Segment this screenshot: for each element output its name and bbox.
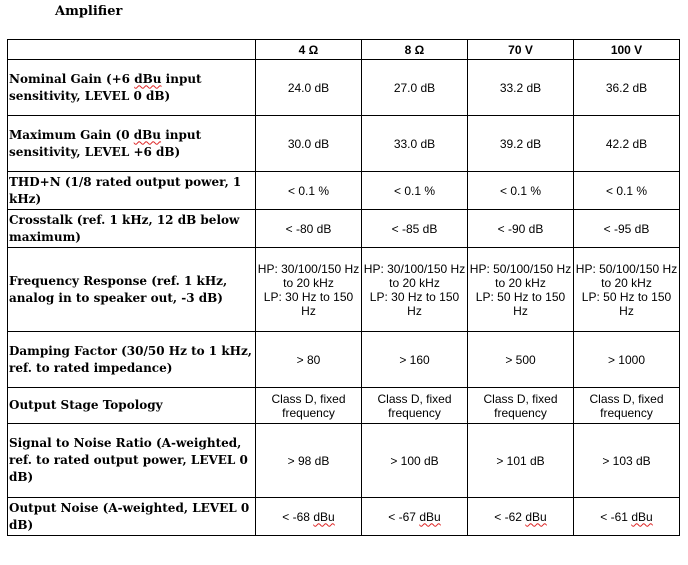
- table-row: [8, 172, 680, 210]
- value-cell: < -62 dBu: [468, 498, 574, 536]
- spellcheck-flagged-word: dBu: [313, 509, 335, 524]
- spellcheck-flagged-word: dBu: [133, 127, 162, 142]
- value-cell: < -61 dBu: [574, 498, 680, 536]
- row-label: THD+N (1/8 rated output power, 1 kHz): [8, 172, 256, 210]
- row-label: Nominal Gain (+6 dBu input sensitivity, LEVEL 0 dB): [8, 60, 256, 116]
- value-cell: 27.0 dB: [362, 60, 468, 116]
- table-row: [8, 210, 680, 248]
- value-cell: 24.0 dB: [256, 60, 362, 116]
- value-cell: 42.2 dB: [574, 116, 680, 172]
- value-cell: > 160: [362, 332, 468, 388]
- value-cell: Class D, fixed frequency: [468, 388, 574, 424]
- value-cell: > 1000: [574, 332, 680, 388]
- table-row: [8, 248, 680, 332]
- value-cell: < -85 dB: [362, 210, 468, 248]
- table-row: [8, 332, 680, 388]
- value-cell: > 103 dB: [574, 424, 680, 498]
- row-label: Frequency Response (ref. 1 kHz, analog in to speaker out, -3 dB): [8, 248, 256, 332]
- value-cell: 30.0 dB: [256, 116, 362, 172]
- value-cell: > 101 dB: [468, 424, 574, 498]
- value-cell: > 500: [468, 332, 574, 388]
- value-cell: > 80: [256, 332, 362, 388]
- table-row: [8, 388, 680, 424]
- value-cell: HP: 30/100/150 Hz to 20 kHz LP: 30 Hz to 150 Hz: [256, 248, 362, 332]
- row-label: Output Noise (A-weighted, LEVEL 0 dB): [8, 498, 256, 536]
- spellcheck-flagged-word: dBu: [419, 509, 441, 524]
- table-row: [8, 424, 680, 498]
- value-cell: 39.2 dB: [468, 116, 574, 172]
- value-cell: Class D, fixed frequency: [362, 388, 468, 424]
- value-cell: 36.2 dB: [574, 60, 680, 116]
- value-cell: < -67 dBu: [362, 498, 468, 536]
- value-cell: HP: 50/100/150 Hz to 20 kHz LP: 50 Hz to 150 Hz: [468, 248, 574, 332]
- row-label: Maximum Gain (0 dBu input sensitivity, LEVEL +6 dB): [8, 116, 256, 172]
- value-cell: Class D, fixed frequency: [256, 388, 362, 424]
- value-cell: 33.2 dB: [468, 60, 574, 116]
- table-row: [8, 116, 680, 172]
- value-cell: > 98 dB: [256, 424, 362, 498]
- header-cell-empty: [8, 40, 256, 60]
- amplifier-spec-table: [7, 39, 680, 536]
- header-row: [8, 40, 680, 60]
- value-cell: > 100 dB: [362, 424, 468, 498]
- value-cell: < 0.1 %: [574, 172, 680, 210]
- row-label: Signal to Noise Ratio (A-weighted, ref. to rated output power, LEVEL 0 dB): [8, 424, 256, 498]
- value-cell: 33.0 dB: [362, 116, 468, 172]
- header-cell-4-ohm: 4 Ω: [256, 40, 362, 60]
- value-cell: < 0.1 %: [256, 172, 362, 210]
- table-row: [8, 60, 680, 116]
- value-cell: < -90 dB: [468, 210, 574, 248]
- spellcheck-flagged-word: dBu: [525, 509, 547, 524]
- table-row: [8, 498, 680, 536]
- value-cell: < 0.1 %: [468, 172, 574, 210]
- row-label: Damping Factor (30/50 Hz to 1 kHz, ref. to rated impedance): [8, 332, 256, 388]
- spellcheck-flagged-word: dBu: [631, 509, 653, 524]
- value-cell: HP: 50/100/150 Hz to 20 kHz LP: 50 Hz to 150 Hz: [574, 248, 680, 332]
- spellcheck-flagged-word: dBu: [134, 71, 162, 86]
- header-cell-8-ohm: 8 Ω: [362, 40, 468, 60]
- row-label: Output Stage Topology: [8, 388, 256, 424]
- row-label: Crosstalk (ref. 1 kHz, 12 dB below maximum): [8, 210, 256, 248]
- value-cell: < -80 dB: [256, 210, 362, 248]
- value-cell: Class D, fixed frequency: [574, 388, 680, 424]
- value-cell: < -68 dBu: [256, 498, 362, 536]
- value-cell: < -95 dB: [574, 210, 680, 248]
- section-title: Amplifier: [55, 4, 123, 19]
- header-cell-70v: 70 V: [468, 40, 574, 60]
- value-cell: HP: 30/100/150 Hz to 20 kHz LP: 30 Hz to 150 Hz: [362, 248, 468, 332]
- value-cell: < 0.1 %: [362, 172, 468, 210]
- header-cell-100v: 100 V: [574, 40, 680, 60]
